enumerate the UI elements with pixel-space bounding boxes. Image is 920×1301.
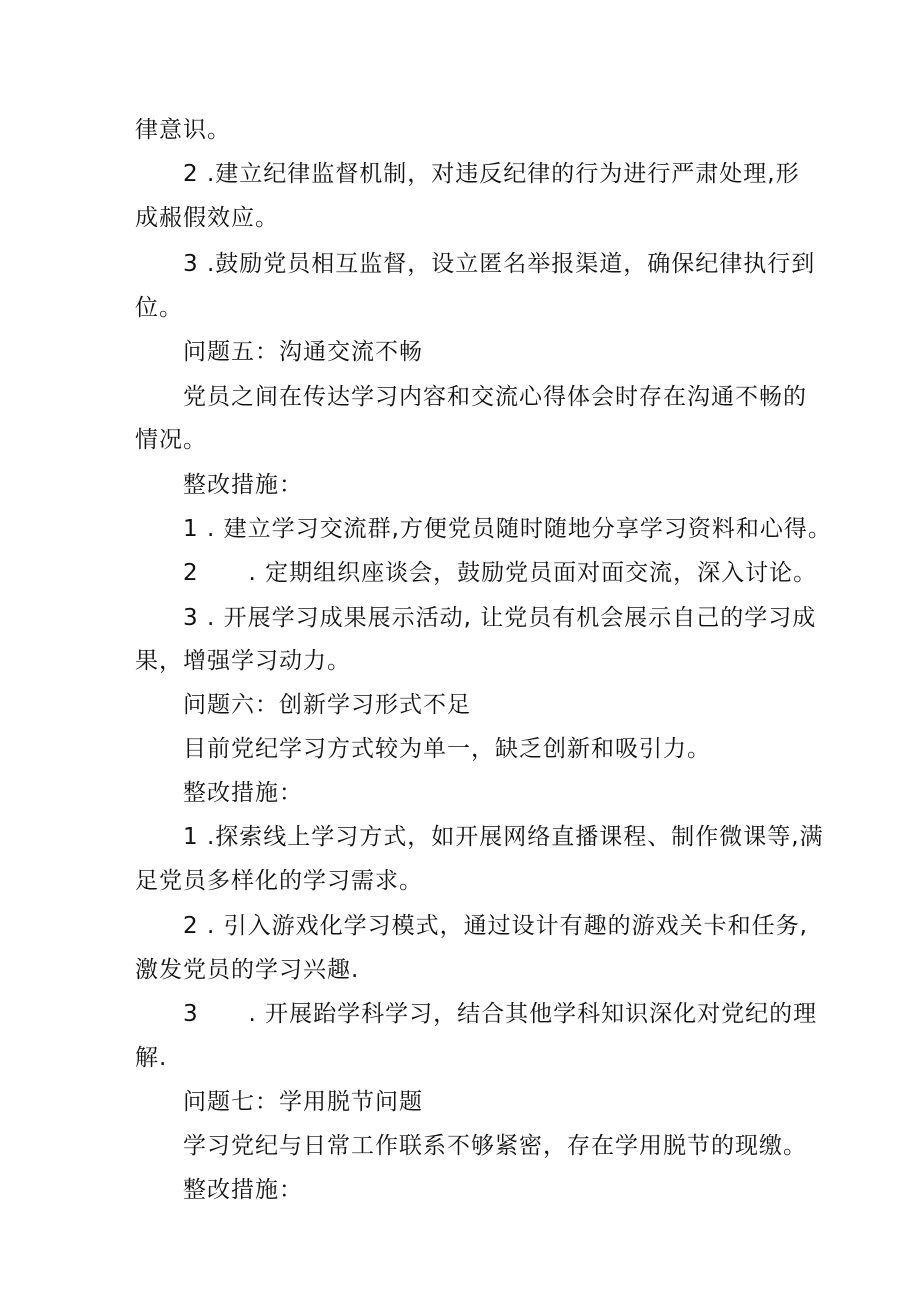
list-item-text: 2 . 定期组织座谈会，鼓励党员面对面交流，深入讨论。: [183, 560, 818, 586]
list-item-text: 1 . 建立学习交流群,方便党员随时随地分享学习资料和心得。: [183, 516, 832, 542]
list-item-text: 3 . 开展跆学科学习，结合其他学科知识深化对党纪的理: [183, 1001, 818, 1027]
section-heading: 问题七：学用脱节问题: [183, 1089, 423, 1115]
section-heading: 问题五：沟通交流不畅: [183, 339, 423, 365]
paragraph-text: 党员之间在传达学习内容和交流心得体会时存在沟通不畅的: [183, 384, 807, 410]
text-line: 情况。: [135, 427, 207, 453]
text-line: 位。: [135, 295, 183, 321]
list-item-text: 1 .探索线上学习方式，如开展网络直播课程、制作微课等,满: [183, 824, 824, 850]
text-line: 激发党员的学习兴趣.: [135, 957, 360, 983]
subheading: 整改措施：: [183, 472, 303, 498]
paragraph-text: 学习党纪与日常工作联系不够紧密，存在学用脱节的现缴。: [183, 1133, 807, 1159]
list-item-text: 2 .建立纪律监督机制，对违反纪律的行为进行严肃处理,形: [183, 161, 800, 187]
text-line: 成赧假效应。: [135, 205, 279, 231]
text-line: 律意识。: [135, 117, 231, 143]
subheading: 整改措施：: [183, 780, 303, 806]
text-line: 解.: [135, 1045, 168, 1071]
list-item-text: 3 . 开展学习成果展示活动, 让党员有机会展示自己的学习成: [183, 605, 817, 631]
text-line: 果，增强学习动力。: [135, 648, 351, 674]
subheading: 整改措施：: [183, 1177, 303, 1203]
list-item-text: 2 . 引入游戏化学习模式，通过设计有趣的游戏关卡和任务,: [183, 913, 808, 939]
text-line: 足党员多样化的学习需求。: [135, 868, 423, 894]
paragraph-text: 目前党纪学习方式较为单一，缺乏创新和吸引力。: [183, 736, 711, 762]
section-heading: 问题六：创新学习形式不足: [183, 692, 471, 718]
list-item-text: 3 .鼓励党员相互监督，设立匿名举报渠道，确保纪律执行到: [183, 251, 816, 277]
